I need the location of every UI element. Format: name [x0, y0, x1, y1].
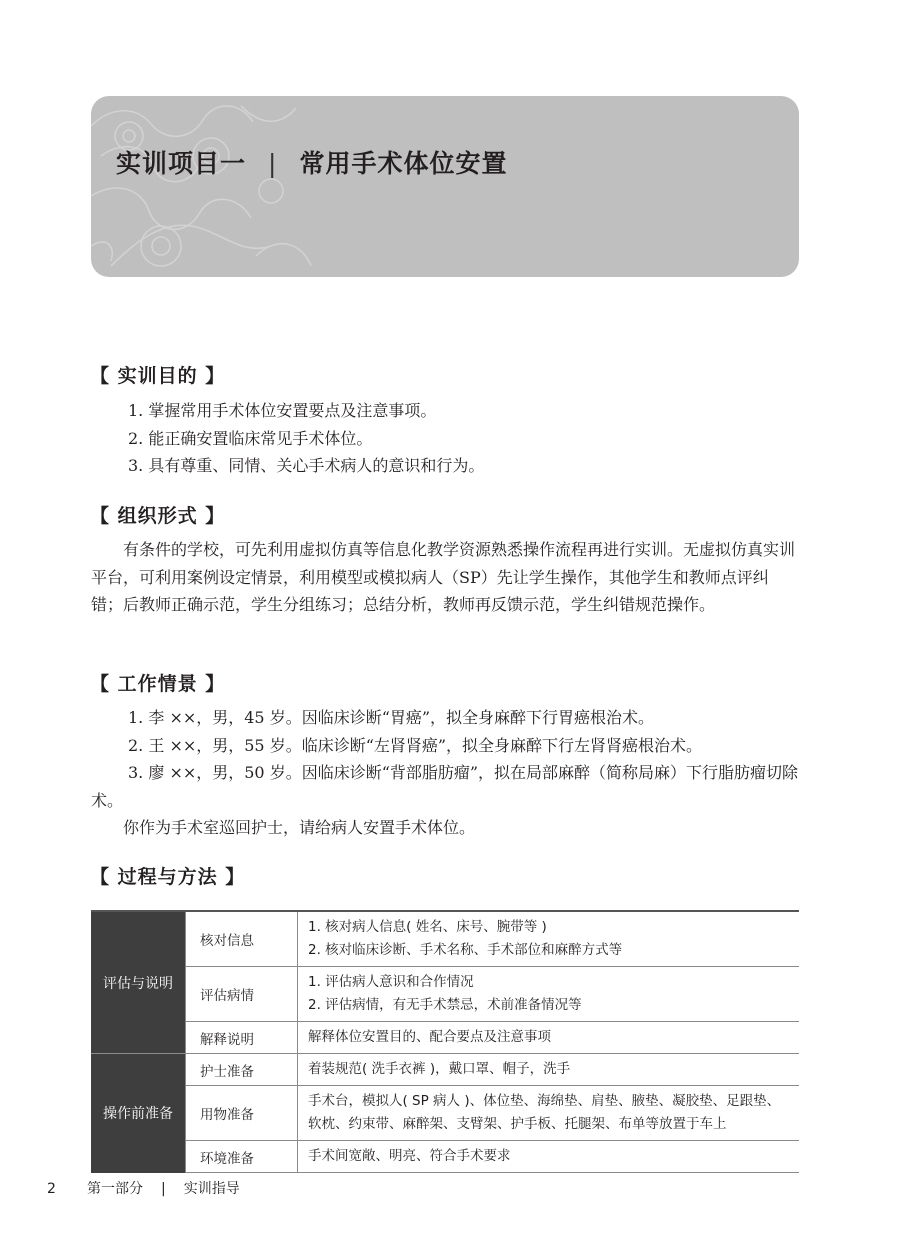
sub-cell: 解释说明 — [186, 1022, 298, 1054]
scenario-item: 1. 李 ××，男，45 岁。因临床诊断“胃癌”，拟全身麻醉下行胃癌根治术。 — [128, 708, 655, 727]
title-separator: | — [268, 149, 278, 178]
purpose-heading: 【 实训目的 】 — [90, 365, 226, 387]
category-cell: 评估与说明 — [91, 911, 186, 1054]
detail-cell — [298, 1022, 800, 1054]
scenario-task: 你作为手术室巡回护士，请给病人安置手术体位。 — [123, 818, 476, 837]
scenario-heading: 【 工作情景 】 — [90, 673, 226, 695]
sub-cell: 护士准备 — [186, 1054, 298, 1086]
detail-line: 1. 核对病人信息( 姓名、床号、腕带等 ) — [308, 919, 547, 935]
detail-line: 2. 评估病情，有无手术禁忌，术前准备情况等 — [308, 997, 582, 1013]
project-title: 常用手术体位安置 — [299, 149, 508, 178]
table-row — [91, 967, 799, 1022]
project-label: 实训项目一 — [116, 149, 247, 178]
chapter-title — [116, 144, 507, 180]
footer-part: 第一部分 — [87, 1181, 143, 1197]
process-heading: 【 过程与方法 】 — [90, 866, 246, 888]
organization-heading: 【 组织形式 】 — [90, 505, 226, 527]
purpose-item: 1. 掌握常用手术体位安置要点及注意事项。 — [128, 401, 437, 420]
scenario-item: 2. 王 ××，男，55 岁。临床诊断“左肾肾癌”，拟全身麻醉下行左肾肾癌根治术。 — [128, 735, 703, 755]
scenario-list — [91, 704, 799, 842]
page-number: 2 — [47, 1181, 56, 1197]
scenario-item: 3. 廖 ××，男，50 岁。因临床诊断“背部脂肪瘤”，拟在局部麻醉（简称局麻）下行脂肪瘤切除术。 — [91, 763, 799, 810]
table-row — [91, 1054, 799, 1086]
purpose-item: 2. 能正确安置临床常见手术体位。 — [128, 428, 373, 448]
category-cell: 操作前准备 — [91, 1054, 186, 1173]
sub-cell: 评估病情 — [186, 967, 298, 1022]
table-row — [91, 1086, 799, 1141]
footer-separator: | — [161, 1181, 166, 1197]
organization-text-block — [91, 536, 799, 619]
chapter-banner — [91, 96, 799, 277]
detail-line: 解释体位安置目的、配合要点及注意事项 — [308, 1029, 551, 1045]
detail-line: 2. 核对临床诊断、手术名称、手术部位和麻醉方式等 — [308, 942, 623, 958]
detail-cell — [298, 1054, 800, 1086]
table-row — [91, 1022, 799, 1054]
purpose-item: 3. 具有尊重、同情、关心手术病人的意识和行为。 — [128, 456, 485, 475]
detail-cell — [298, 967, 800, 1022]
purpose-list — [91, 397, 799, 480]
floral-pattern-decoration — [91, 96, 799, 277]
table-row — [91, 1141, 799, 1173]
sub-cell: 核对信息 — [186, 911, 298, 967]
detail-cell — [298, 911, 800, 967]
detail-line: 手术台，模拟人( SP 病人 )、体位垫、海绵垫、肩垫、腋垫、凝胶垫、足跟垫、软枕、约束带、麻醉架、支臂架、护手板、托腿架、布单等放置于车上 — [308, 1093, 781, 1132]
footer-section: 实训指导 — [183, 1181, 240, 1197]
page-footer — [47, 1178, 240, 1198]
table-row — [91, 911, 799, 967]
detail-cell — [298, 1086, 800, 1141]
sub-cell: 用物准备 — [186, 1086, 298, 1141]
detail-line: 着装规范( 洗手衣裤 )，戴口罩、帽子，洗手 — [308, 1061, 571, 1077]
sub-cell: 环境准备 — [186, 1141, 298, 1173]
process-table — [91, 910, 799, 1173]
detail-line: 手术间宽敞、明亮、符合手术要求 — [308, 1148, 511, 1164]
organization-paragraph: 有条件的学校，可先利用虚拟仿真等信息化教学资源熟悉操作流程再进行实训。无虚拟仿真实训平台，可利用案例设定情景，利用模型或模拟病人（SP）先让学生操作，其他学生和教师点评纠错；后教师正确示范，学生分组练习；总结分析，教师再反馈示范，学生纠错规范操作。 — [91, 540, 796, 614]
detail-cell — [298, 1141, 800, 1173]
detail-line: 1. 评估病人意识和合作情况 — [308, 974, 474, 990]
